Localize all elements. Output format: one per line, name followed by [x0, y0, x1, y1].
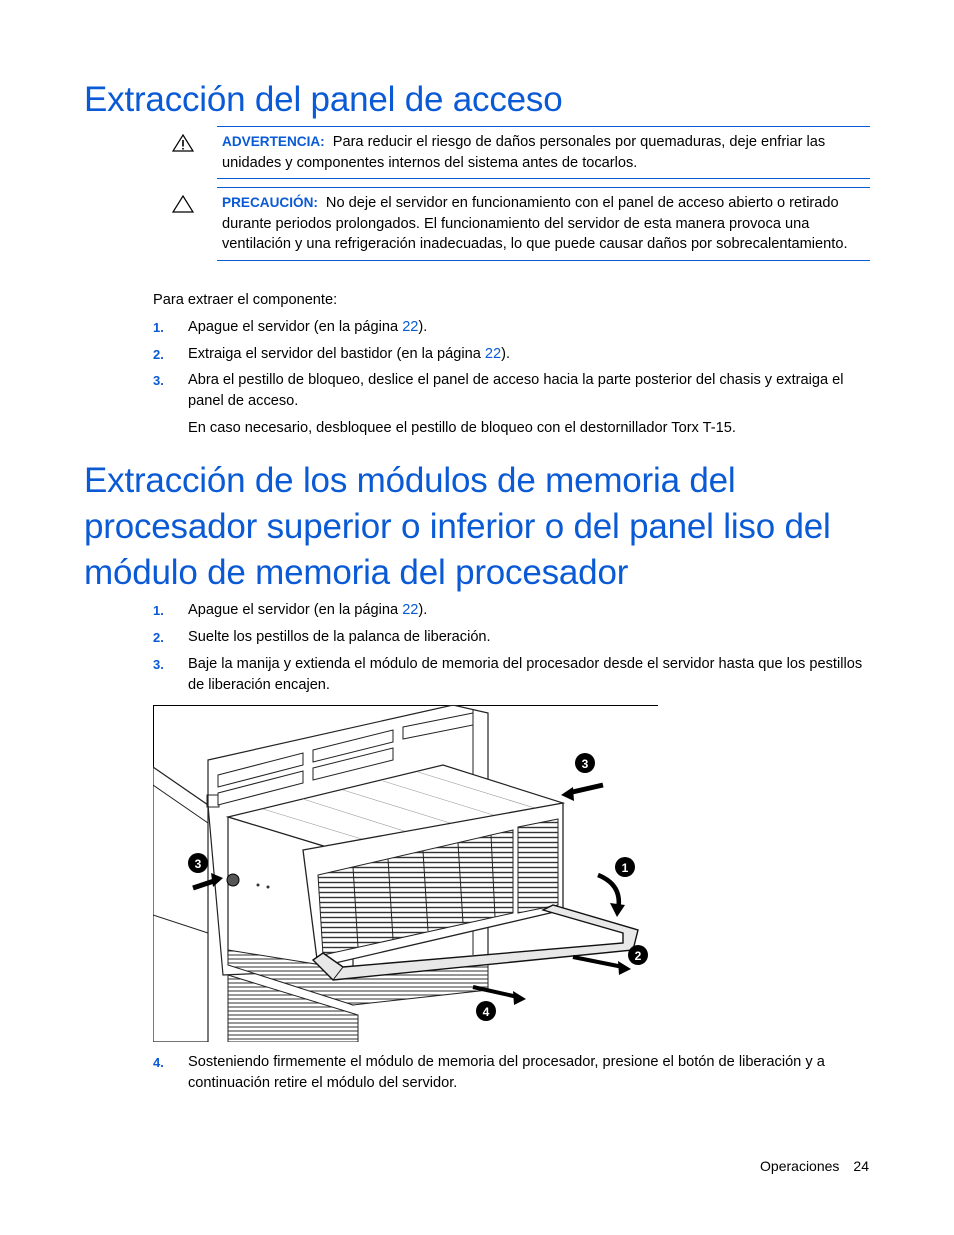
svg-text:3: 3 [194, 857, 202, 871]
warning-icon [172, 134, 194, 152]
svg-text:1: 1 [621, 861, 629, 875]
server-memory-module-illustration [153, 705, 658, 1042]
callout-3-left [188, 853, 208, 873]
caution-label: PRECAUCIÓN: [222, 195, 318, 210]
list-item: 3. Baje la manija y extienda el módulo de memoria del procesador desde el servidor hasta que los pestillos de liberación encajen. [153, 656, 863, 693]
list-item: 1. Apague el servidor (en la página 22). [153, 319, 428, 335]
warning-notice [217, 126, 870, 179]
warning-text: Para reducir el riesgo de daños personales por quemaduras, deje enfriar las unidades y componentes internos del sistema antes de tocarlos. [222, 134, 826, 171]
list-item: 3. Abra el pestillo de bloqueo, deslice el panel de acceso hacia la parte posterior del chasis y extraiga el panel de acceso. [153, 372, 844, 409]
warning-label: ADVERTENCIA: [222, 134, 325, 149]
footer-page-number: 24 [853, 1158, 869, 1174]
svg-text:4: 4 [482, 1005, 490, 1019]
callout-2 [628, 945, 648, 965]
page-link[interactable]: 22 [484, 346, 502, 362]
page-footer [760, 1158, 869, 1174]
callout-1 [615, 857, 635, 877]
svg-text:3: 3 [581, 757, 589, 771]
intro-text: Para extraer el componente: [153, 292, 338, 308]
list-item: 2. Extraiga el servidor del bastidor (en la página 22). [153, 346, 511, 362]
callout-4 [476, 1001, 496, 1021]
list-item: 4. Sosteniendo firmemente el módulo de memoria del procesador, presione el botón de liberación y a continuación retire el módulo del servidor. [153, 1054, 825, 1091]
page-link[interactable]: 22 [402, 602, 419, 618]
svg-text:2: 2 [634, 949, 642, 963]
caution-icon [172, 195, 194, 213]
note-text: En caso necesario, desbloquee el pestillo de bloqueo con el destornillador Torx T-15. [188, 420, 736, 436]
footer-section: Operaciones [760, 1158, 840, 1174]
section-title-memory-modules: Extracción de los módulos de memoria del procesador superior o inferior o del panel liso del módulo de memoria del procesador [84, 461, 831, 592]
callout-3-top [575, 753, 595, 773]
list-item: 2. Suelte los pestillos de la palanca de liberación. [153, 629, 491, 645]
page-title-access-panel: Extracción del panel de acceso [84, 80, 563, 119]
page-link[interactable]: 22 [402, 319, 419, 335]
caution-text: No deje el servidor en funcionamiento con el panel de acceso abierto o retirado durante periodos prolongados. El funcionamiento del servidor de esta manera provoca una ventilación y una refrigeración inadecuadas, lo que puede causar daños por sobrecalentamiento. [222, 195, 848, 252]
list-item: 1. Apague el servidor (en la página 22). [153, 602, 428, 618]
caution-notice [217, 187, 870, 261]
